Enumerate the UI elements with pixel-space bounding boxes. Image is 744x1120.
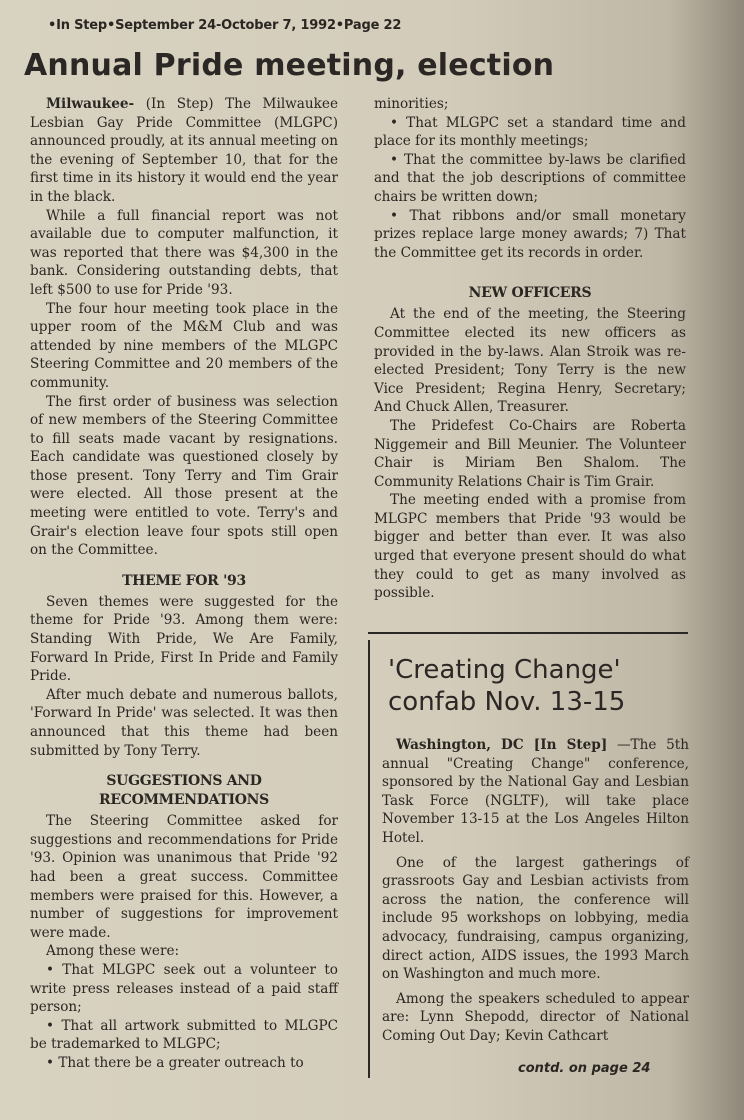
subheading-new-officers: NEW OFFICERS (468, 285, 592, 302)
subheading-suggestions: SUGGESTIONS AND RECOMMENDATIONS (99, 773, 269, 809)
article-column-1 (30, 95, 338, 1073)
article-column-2 (374, 95, 686, 603)
sidebar-body (382, 736, 689, 1052)
article-paragraph: The four hour meeting took place in the upper room of the M&M Club and was attended by nine members of the MLGPC Steering Committee and 20 members of the community. (30, 300, 338, 391)
sidebar-dateline: Washington, DC [In Step] (396, 737, 608, 753)
bullet-item: • That MLGPC seek out a volunteer to write press releases instead of a paid staff person; (30, 961, 338, 1016)
article-headline: Annual Pride meeting, election (24, 48, 555, 83)
sidebar-article (368, 640, 692, 1078)
bullet-item: • That MLGPC set a standard time and place for its monthly meetings; (374, 114, 686, 150)
sidebar-paragraph: One of the largest gatherings of grassroots Gay and Lesbian activists from across the nation, the conference will include 95 workshops on lobbying, media advocacy, fundraising, campus organizing, direct action, AIDS issues, the 1993 March on Washington and much more. (382, 854, 689, 983)
article-paragraph: Among these were: (46, 943, 180, 960)
article-paragraph: The Pridefest Co-Chairs are Roberta Niggemeir and Bill Meunier. The Volunteer Chair is Miriam Ben Shalom. The Community Relations Chair is Tim Grair. (374, 417, 686, 490)
article-dateline: Milwaukee- (46, 96, 135, 112)
article-paragraph: At the end of the meeting, the Steering Committee elected its new officers as provided in the by-laws. Alan Stroik was re-elected President; Tony Terry is the new Vice President; Regina Henry, Secretary; And Chuck Allen, Treasurer. (374, 306, 686, 416)
bullet-continuation: minorities; (374, 96, 449, 112)
article-paragraph: The Steering Committee asked for suggestions and recommendations for Pride '93. Opinion was unanimous that Pride '92 had been a great success. Committee members were praised for this. However, a number of suggestions for improvement were made. (30, 813, 338, 941)
article-paragraph (30, 95, 338, 207)
article-paragraph: Seven themes were suggested for the theme for Pride '93. Among them were: Standing With Pride, We Are Family, Forward In Pride, First In Pride and Family Pride. (30, 593, 338, 685)
subheading-theme: THEME FOR '93 (122, 572, 246, 589)
article-paragraph: After much debate and numerous ballots, 'Forward In Pride' was selected. It was then announced that this theme had been submitted by Tony Terry. (30, 686, 338, 759)
article-paragraph: The first order of business was selection of new members of the Steering Committee to fill seats made vacant by resignations. Each candidate was questioned closely by those present. Tony Terry and Tim Grair were elected. All those present at the meeting were entitled to vote. Terry's and Grair's election leave four spots still open on the Committee. (30, 393, 338, 559)
page-header: •In Step•September 24-October 7, 1992•Page 22 (48, 18, 402, 33)
article-paragraph: While a full financial report was not available due to computer malfunction, it was reported that there was $4,300 in the bank. Considering outstanding debts, that left $500 to use for Pride '93. (30, 207, 338, 298)
sidebar-text: —The 5th annual "Creating Change" conference, sponsored by the National Gay and Lesbian Task Force (NGLTF), will take place November 13-15 at the Los Angeles Hilton Hotel. (382, 737, 689, 846)
bullet-item: • That the committee by-laws be clarified and that the job descriptions of committee chairs be written down; (374, 151, 686, 205)
continued-notice: contd. on page 24 (518, 1061, 651, 1076)
bullet-item: • That all artwork submitted to MLGPC be trademarked to MLGPC; (30, 1017, 338, 1053)
article-paragraph: The meeting ended with a promise from MLGPC members that Pride '93 would be bigger and better than ever. It was also urged that everyone present should do what they could to get as many involved as possible. (374, 492, 686, 602)
divider-rule (368, 632, 688, 634)
sidebar-headline-line: 'Creating Change' (388, 655, 621, 685)
bullet-item: • That ribbons and/or small monetary prizes replace large money awards; 7) That the Committee get its records in order. (374, 207, 686, 261)
bullet-item: • That there be a greater outreach to (46, 1054, 304, 1071)
sidebar-headline-line: confab Nov. 13-15 (388, 687, 626, 717)
sidebar-headline (388, 654, 688, 718)
sidebar-paragraph: Among the speakers scheduled to appear are: Lynn Shepodd, director of National Coming Out Day; Kevin Cathcart (382, 990, 689, 1044)
article-text: (In Step) The Milwaukee Lesbian Gay Pride Committee (MLGPC) announced proudly, at its annual meeting on the evening of September 10, that for the first time in its history it would end the year in the black. (30, 96, 338, 205)
sidebar-paragraph (382, 736, 689, 848)
